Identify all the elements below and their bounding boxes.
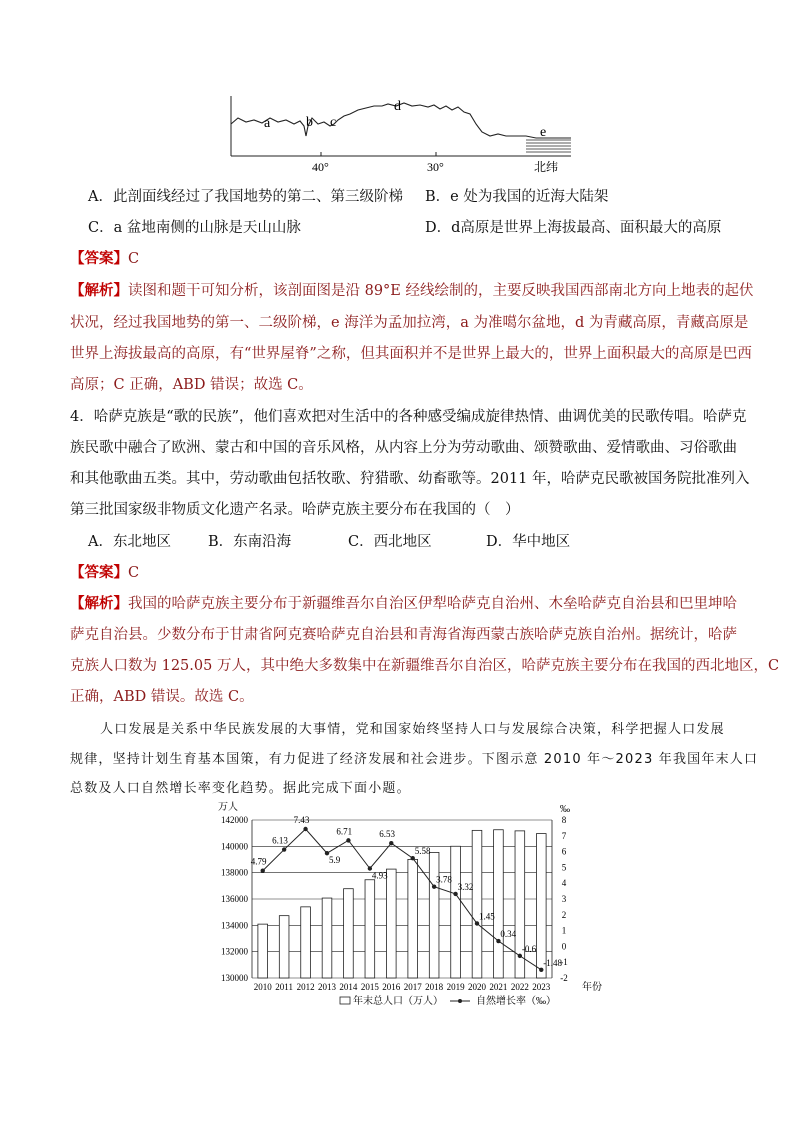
sea-hatch <box>526 140 571 152</box>
year-tick-label: 2019 <box>446 982 465 992</box>
cross-section-profile <box>226 96 586 176</box>
year-tick-label: 2011 <box>275 982 293 992</box>
right-unit-label: ‰ <box>560 804 570 815</box>
label-a: a <box>264 116 271 131</box>
growth-rate-point <box>411 856 415 860</box>
q4-analysis-line-3: 克族人口数为 125.05 万人，其中绝大多数集中在新疆维吾尔自治区，哈萨克族主要分布在我国的西北地区，C <box>70 658 780 674</box>
q4-stem-line-1: 4．哈萨克族是“歌的民族”，他们喜欢把对生活中的各种感受编成旋律热情、曲调优美的民歌传唱。哈萨克 <box>70 409 747 425</box>
growth-rate-data-label: 0.34 <box>500 929 517 940</box>
year-tick-label: 2020 <box>468 982 486 992</box>
year-tick-label: 2023 <box>532 982 551 992</box>
growth-rate-data-label: 5.58 <box>414 846 431 857</box>
label-c: c <box>330 115 337 130</box>
left-tick-label: 134000 <box>221 920 248 931</box>
left-tick-label: 136000 <box>221 894 248 904</box>
q4-stem-line-4: 第三批国家级非物质文化遗产名录。哈萨克族主要分布在我国的（ ） <box>70 502 520 518</box>
population-chart <box>200 798 620 1013</box>
legend-line-marker <box>458 999 462 1003</box>
growth-rate-point <box>282 847 286 851</box>
label-d: d <box>394 99 401 114</box>
material-line-1: 人口发展是关系中华民族发展的大事情，党和国家始终坚持人口与发展综合决策，科学把握人口发展 <box>100 722 725 737</box>
year-tick-label: 2013 <box>318 982 336 992</box>
year-tick-label: 2018 <box>425 982 444 992</box>
growth-rate-data-label: 1.45 <box>479 911 495 922</box>
right-tick-label: 5 <box>561 862 567 873</box>
year-tick-label: 2021 <box>489 982 508 992</box>
q4-option-a: A．东北地区 <box>88 534 171 550</box>
left-tick-label: 132000 <box>221 946 248 957</box>
left-tick-label: 140000 <box>221 841 248 852</box>
q3-option-b: B．e 处为我国的近海大陆架 <box>425 189 609 205</box>
q3-answer: 【答案】C <box>70 250 140 267</box>
population-bar <box>536 834 546 978</box>
population-bar <box>408 859 418 978</box>
population-bar <box>429 852 439 978</box>
q3-analysis-line-2: 状况，经过我国地势的第一、二级阶梯，e 海洋为孟加拉湾，a 为准噶尔盆地，d 为青藏高原，青藏高原是 <box>70 315 749 331</box>
material-line-3: 总数及人口自然增长率变化趋势。据此完成下面小题。 <box>70 781 411 796</box>
left-unit-label: 万人 <box>218 802 238 813</box>
q3-option-d: D．d高原是世界上海拔最高、面积最大的高原 <box>425 220 722 236</box>
q4-option-c: C．西北地区 <box>348 534 432 550</box>
tick-30: 30° <box>427 160 444 174</box>
population-bar <box>365 880 375 978</box>
population-bar <box>279 916 289 978</box>
growth-rate-point <box>475 921 479 925</box>
year-tick-label: 2012 <box>296 982 315 992</box>
year-tick-label: 2015 <box>360 982 379 992</box>
population-bar <box>472 830 482 978</box>
right-tick-label: 4 <box>561 878 567 889</box>
growth-rate-data-label: 3.78 <box>436 874 452 885</box>
growth-rate-point <box>389 841 393 845</box>
growth-rate-data-label: 4.79 <box>250 856 267 867</box>
x-axis-label: 年份 <box>582 982 602 993</box>
population-bar <box>451 846 461 978</box>
right-tick-label: -2 <box>560 973 568 983</box>
growth-rate-point <box>518 954 522 958</box>
growth-rate-data-label: 3.32 <box>457 881 474 892</box>
q4-answer: 【答案】C <box>70 564 140 581</box>
growth-rate-point <box>496 939 500 943</box>
q4-analysis-line-1: 【解析】我国的哈萨克族主要分布于新疆维吾尔自治区伊犁哈萨克自治州、木垒哈萨克自治县和巴里坤哈 <box>70 595 737 612</box>
q3-analysis-line-4: 高原；C 正确，ABD 错误；故选 C。 <box>70 377 313 393</box>
growth-rate-data-label: 6.13 <box>272 835 288 846</box>
right-tick-label: 2 <box>561 909 567 920</box>
year-tick-label: 2022 <box>510 982 529 992</box>
right-tick-label: 8 <box>561 815 567 825</box>
right-tick-label: 1 <box>561 925 567 936</box>
q4-option-b: B．东南沿海 <box>208 534 292 550</box>
year-tick-label: 2017 <box>403 982 422 992</box>
legend-bar-label: 年末总人口（万人） <box>353 996 443 1007</box>
growth-rate-point <box>453 892 457 896</box>
legend-line-label: 自然增长率（‰） <box>476 996 556 1007</box>
q3-analysis-line-3: 世界上海拔最高的高原，有“世界屋脊”之称，但其面积并不是世界上最大的，世界上面积最大的高原是巴西 <box>70 346 752 362</box>
growth-rate-point <box>346 838 350 842</box>
growth-rate-point <box>303 827 307 831</box>
q3-option-c: C．a 盆地南侧的山脉是天山山脉 <box>88 220 301 236</box>
right-tick-label: 3 <box>561 894 567 904</box>
q4-analysis-line-4: 正确，ABD 错误。故选 C。 <box>70 689 254 705</box>
growth-rate-data-label: -1.48 <box>543 957 563 968</box>
material-line-2: 规律，坚持计划生育基本国策，有力促进了经济发展和社会进步。下图示意 2010 年～2023 年我国年末人口 <box>70 752 759 767</box>
year-tick-label: 2010 <box>253 982 272 992</box>
tick-40: 40° <box>312 160 329 174</box>
growth-rate-point <box>261 869 265 873</box>
year-tick-label: 2016 <box>382 982 401 992</box>
growth-rate-data-label: 6.71 <box>336 826 353 837</box>
population-bar <box>322 898 332 978</box>
growth-rate-data-label: 7.43 <box>293 815 310 826</box>
growth-rate-point <box>539 968 543 972</box>
growth-rate-point <box>432 884 436 888</box>
q3-option-a: A．此剖面线经过了我国地势的第二、第三级阶梯 <box>88 189 403 205</box>
growth-rate-data-label: 6.53 <box>379 829 396 840</box>
right-tick-label: -1 <box>560 957 568 968</box>
year-tick-label: 2014 <box>339 982 358 992</box>
population-bar <box>301 907 311 978</box>
growth-rate-data-label: -0.6 <box>521 943 537 954</box>
legend-bar-swatch <box>340 997 350 1004</box>
left-tick-label: 130000 <box>221 973 248 983</box>
population-bar <box>344 889 354 978</box>
q4-stem-line-3: 和其他歌曲五类。其中，劳动歌曲包括牧歌、狩猎歌、幼畜歌等。2011 年，哈萨克民歌被国务院批准列入 <box>70 471 750 487</box>
growth-rate-data-label: 4.93 <box>371 870 388 881</box>
population-bar <box>258 924 268 978</box>
left-tick-label: 142000 <box>221 815 248 825</box>
label-b: b <box>306 115 313 130</box>
q4-analysis-line-2: 萨克自治县。少数分布于甘肃省阿克赛哈萨克自治县和青海省海西蒙古族哈萨克族自治州。据统计，哈萨 <box>70 627 737 643</box>
q4-option-d: D．华中地区 <box>486 534 571 550</box>
population-bar <box>386 869 396 978</box>
population-bar <box>494 830 504 978</box>
terrain-profile-line <box>231 103 571 138</box>
label-e: e <box>540 125 547 140</box>
growth-rate-data-label: 5.9 <box>329 855 341 866</box>
left-tick-label: 138000 <box>221 867 248 878</box>
q4-stem-line-2: 族民歌中融合了欧洲、蒙古和中国的音乐风格，从内容上分为劳动歌曲、颂赞歌曲、爱情歌曲、习俗歌曲 <box>70 440 737 456</box>
right-tick-label: 6 <box>561 846 567 857</box>
right-tick-label: 7 <box>561 830 567 841</box>
right-tick-label: 0 <box>561 941 567 952</box>
q3-analysis-line-1: 【解析】读图和题干可知分析，该剖面图是沿 89°E 经线绘制的，主要反映我国西部南北方向上地表的起伏 <box>70 282 754 299</box>
axis-label-north-lat: 北纬 <box>534 160 559 174</box>
